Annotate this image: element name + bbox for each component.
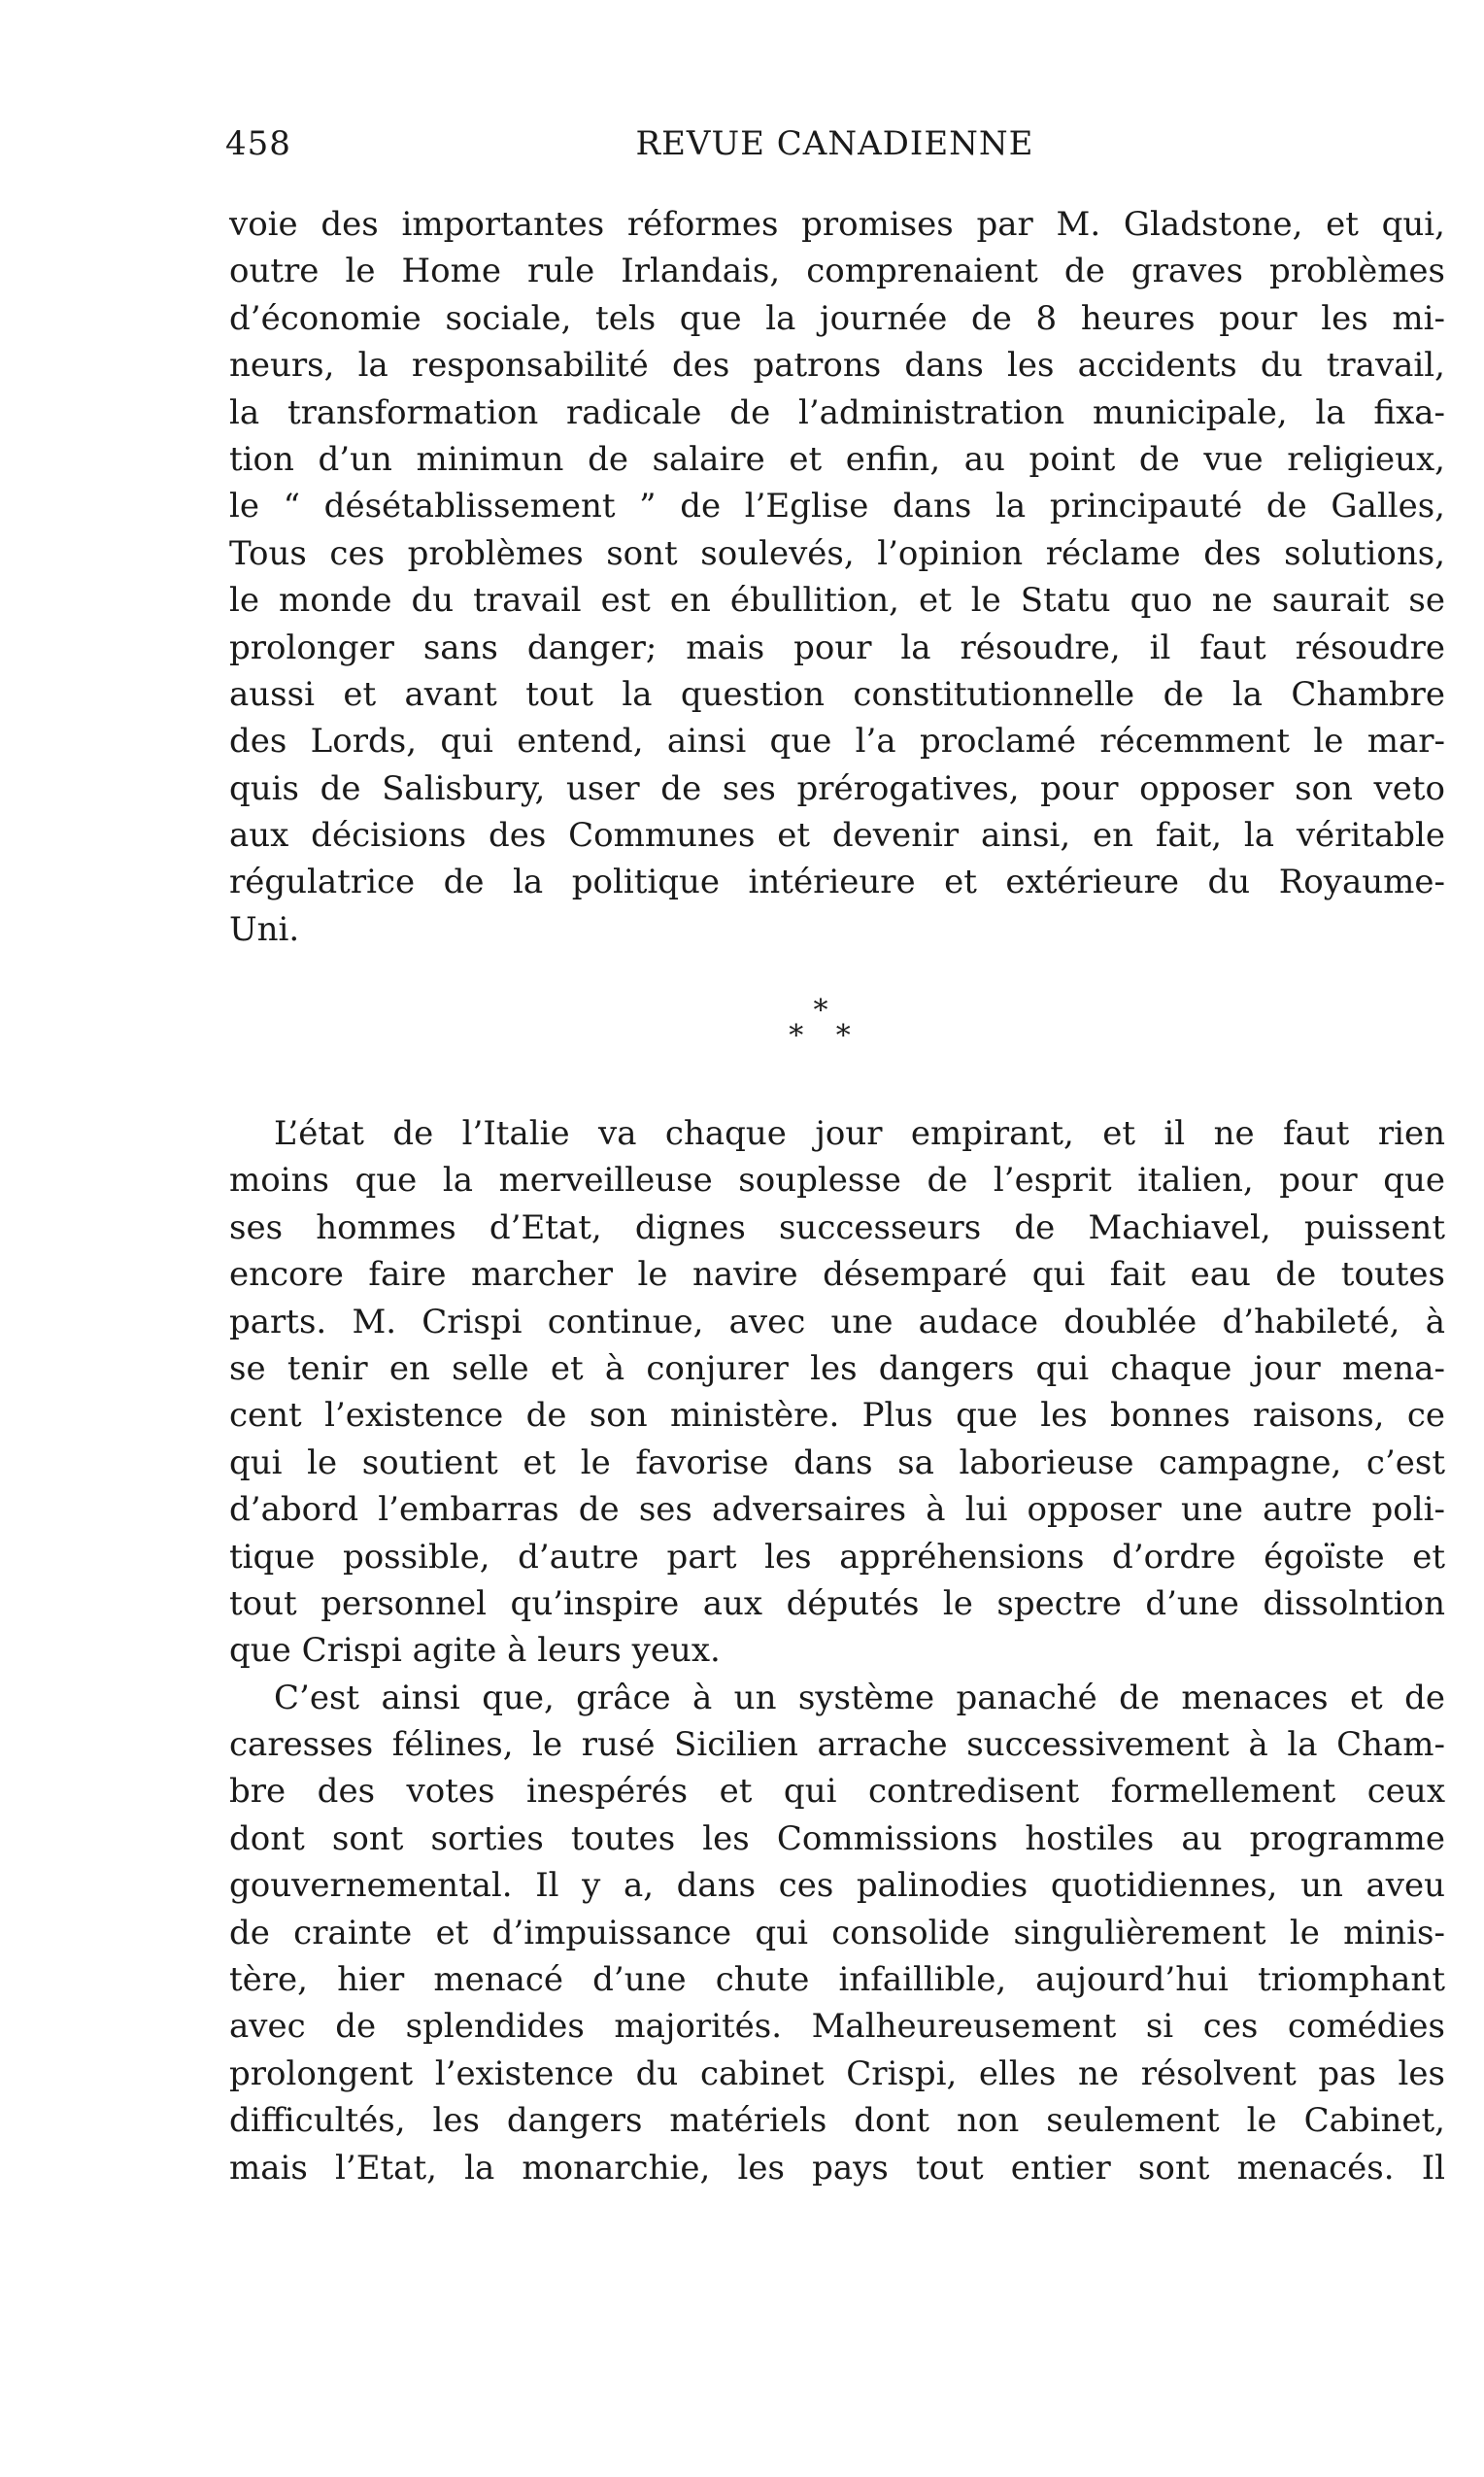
text-line: d’abord l’embarras de ses adversaires à lui opposer une autre poli- (229, 1490, 1445, 1530)
paragraph-italy-crispi (229, 1110, 1445, 2191)
text-line: que Crispi agite à leurs yeux. (229, 1631, 721, 1671)
text-line: tion d’un minimun de salaire et enfin, au point de vue religieux, (229, 439, 1445, 479)
text-line: Uni. (229, 909, 300, 949)
text-line: difficultés, les dangers matériels dont non seulement le Cabinet, (229, 2101, 1445, 2141)
text-line: parts. M. Crispi continue, avec une audace doublée d’habileté, à (229, 1302, 1445, 1341)
text-line: prolongent l’existence du cabinet Crispi, elles ne résolvent pas les (229, 2053, 1445, 2093)
text-line: prolonger sans danger; mais pour la résoudre, il faut résoudre (229, 628, 1445, 667)
text-line: aussi et avant tout la question constitutionnelle de la Chambre (229, 674, 1445, 714)
text-line: tique possible, d’autre part les appréhensions d’ordre égoïste et (229, 1537, 1445, 1577)
text-line: de crainte et d’impuissance qui consolide singulièrement le minis- (229, 1913, 1445, 1952)
text-line: gouvernemental. Il y a, dans ces palinodies quotidiennes, un aveu (229, 1866, 1445, 1906)
text-line: se tenir en selle et à conjurer les dangers qui chaque jour mena- (229, 1348, 1445, 1388)
text-line: d’économie sociale, tels que la journée de 8 heures pour les mi- (229, 298, 1445, 338)
text-line: caresses félines, le rusé Sicilien arrache successivement à la Cham- (229, 1725, 1445, 1765)
text-line: encore faire marcher le navire désemparé qui fait eau de toutes (229, 1255, 1445, 1295)
text-line: dont sont sorties toutes les Commissions hostiles au programme (229, 1818, 1445, 1858)
asterism-bottom: * * (789, 1019, 862, 1053)
text-line: avec de splendides majorités. Malheureusement si ces comédies (229, 2007, 1445, 2047)
text-line: ses hommes d’Etat, dignes successeurs de Machiavel, puissent (229, 1207, 1445, 1247)
text-line: bre des votes inespérés et qui contredisent formellement ceux (229, 1772, 1445, 1812)
text-line: aux décisions des Communes et devenir ainsi, en fait, la véritable (229, 816, 1445, 856)
text-line: moins que la merveilleuse souplesse de l’esprit italien, pour que (229, 1161, 1445, 1201)
page-number: 458 (225, 124, 291, 163)
text-line: régulatrice de la politique intérieure et extérieure du Royaume- (229, 863, 1445, 902)
text-line: outre le Home rule Irlandais, comprenaient de graves problèmes (229, 252, 1445, 291)
text-line: mais l’Etat, la monarchie, les pays tout entier sont menacés. Il (229, 2148, 1445, 2188)
text-line: tout personnel qu’inspire aux députés le spectre d’une dissolntion (229, 1583, 1445, 1623)
text-line: la transformation radicale de l’administration municipale, la fixa- (229, 392, 1445, 432)
text-line: voie des importantes réformes promises par M. Gladstone, et qui, (229, 205, 1445, 244)
text-line: quis de Salisbury, user de ses prérogatives, pour opposer son veto (229, 768, 1445, 808)
asterism-top: * (813, 994, 828, 1028)
text-line: neurs, la responsabilité des patrons dans les accidents du travail, (229, 346, 1445, 386)
running-title: REVUE CANADIENNE (635, 124, 1034, 163)
text-line: L’état de l’Italie va chaque jour empirant, et il ne faut rien (274, 1114, 1445, 1153)
text-line: tère, hier menacé d’une chute infaillible, aujourd’hui triomphant (229, 1960, 1445, 2000)
text-line: qui le soutient et le favorise dans sa laborieuse campagne, c’est (229, 1442, 1445, 1482)
text-line: C’est ainsi que, grâce à un système panaché de menaces et de (274, 1678, 1445, 1717)
text-line: le monde du travail est en ébullition, et le Statu quo ne saurait se (229, 581, 1445, 621)
section-separator-asterism (777, 994, 864, 1057)
text-line: le “ désétablissement ” de l’Eglise dans la principauté de Galles, (229, 487, 1445, 526)
paragraph-gladstone-reforms (229, 201, 1445, 953)
text-line: cent l’existence de son ministère. Plus que les bonnes raisons, ce (229, 1396, 1445, 1436)
text-line: des Lords, qui entend, ainsi que l’a proclamé récemment le mar- (229, 722, 1445, 762)
text-line: Tous ces problèmes sont soulevés, l’opinion réclame des solutions, (229, 533, 1445, 573)
page-header (225, 124, 1444, 173)
